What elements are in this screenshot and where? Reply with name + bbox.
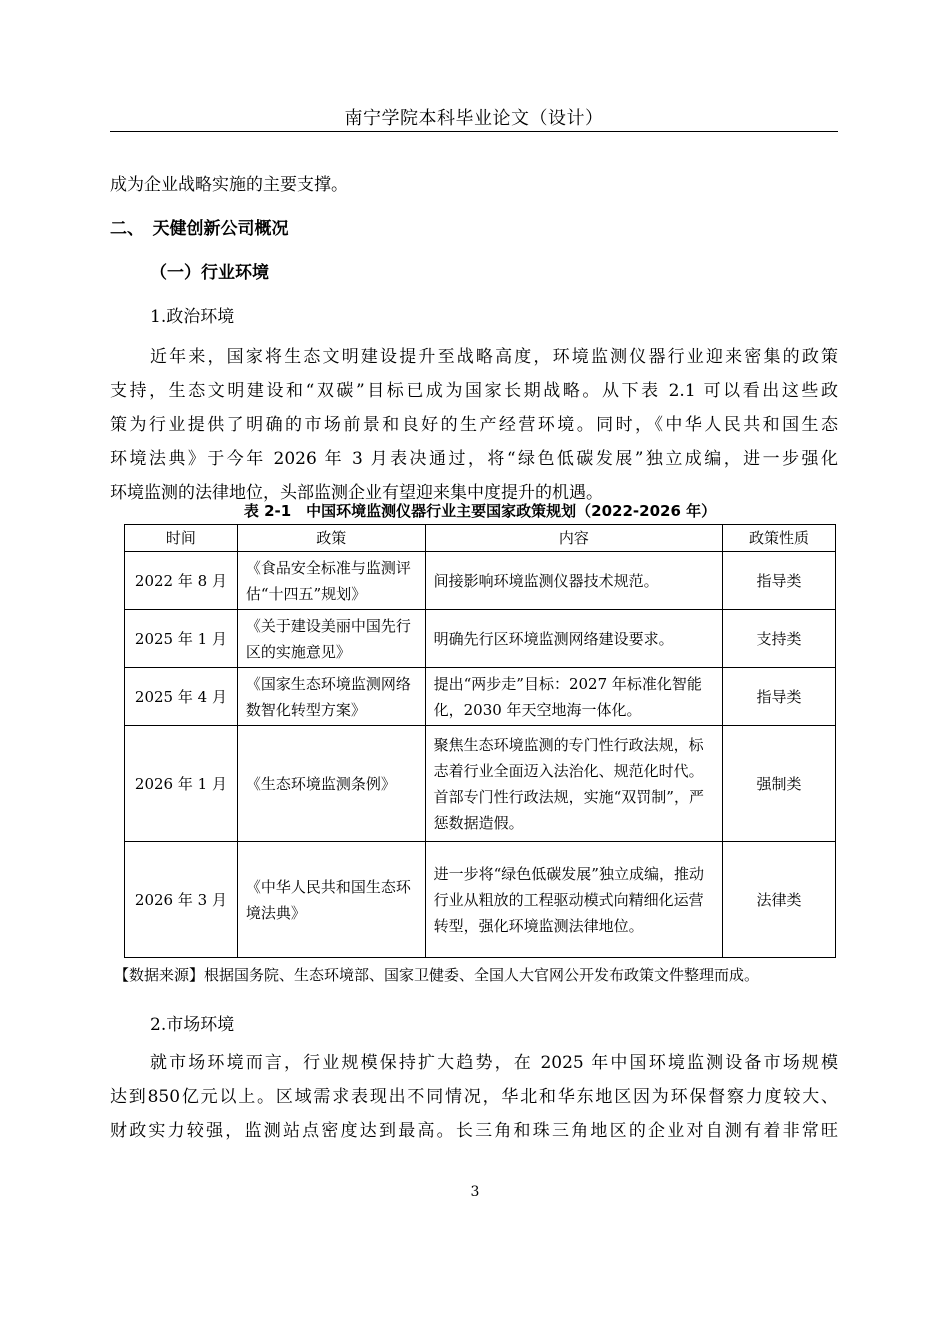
cell-policy: 《食品安全标准与监测评估“十四五”规划》: [237, 552, 425, 610]
cell-time: 2026 年 3 月: [125, 842, 238, 958]
cell-time: 2025 年 1 月: [125, 610, 238, 668]
cell-nature: 指导类: [723, 668, 836, 726]
paragraph-market: [110, 1046, 838, 1148]
header-policy: 政策: [237, 525, 425, 552]
paragraph-line: 环境监测的法律地位，头部监测企业有望迎来集中度提升的机遇。: [110, 483, 603, 503]
cell-nature: 强制类: [723, 726, 836, 842]
cell-time: 2025 年 4 月: [125, 668, 238, 726]
policy-table: [124, 524, 836, 958]
header-rule: [110, 131, 838, 132]
sub-heading-market: 2.市场环境: [150, 1015, 235, 1035]
table-source-note: 【数据来源】根据国务院、生态环境部、国家卫健委、全国人大官网公开发布政策文件整理而成。: [114, 966, 760, 984]
paragraph-line: 近年来，国家将生态文明建设提升至战略高度，环境监测仪器行业迎来密集的政策: [150, 347, 838, 367]
cell-content: 聚焦生态环境监测的专门性行政法规，标志着行业全面迈入法治化、规范化时代。首部专门性行政法规，实施“双罚制”，严惩数据造假。: [425, 726, 723, 842]
cell-policy: 《生态环境监测条例》: [237, 726, 425, 842]
table-row: [125, 668, 836, 726]
cell-content: 明确先行区环境监测网络建设要求。: [425, 610, 723, 668]
cell-time: 2026 年 1 月: [125, 726, 238, 842]
paragraph-line: 支持，生态文明建设和“双碳”目标已成为国家长期战略。从下表 2.1 可以看出这些政: [110, 381, 838, 401]
cell-content: 提出“两步走”目标：2027 年标准化智能化，2030 年天空地海一体化。: [425, 668, 723, 726]
table-row: [125, 610, 836, 668]
page-header: 南宁学院本科毕业论文（设计）: [344, 108, 604, 129]
cell-policy: 《关于建设美丽中国先行区的实施意见》: [237, 610, 425, 668]
table-row: [125, 726, 836, 842]
section-heading: 二、 天健创新公司概况: [110, 219, 289, 239]
continuation-text: 成为企业战略实施的主要支撑。: [110, 175, 348, 195]
cell-nature: 指导类: [723, 552, 836, 610]
cell-policy: 《中华人民共和国生态环境法典》: [237, 842, 425, 958]
page-number: 3: [470, 1184, 480, 1200]
cell-nature: 支持类: [723, 610, 836, 668]
cell-nature: 法律类: [723, 842, 836, 958]
table-header-row: [125, 525, 836, 552]
header-nature: 政策性质: [723, 525, 836, 552]
table-caption: 表 2-1 中国环境监测仪器行业主要国家政策规划（2022-2026 年）: [243, 502, 717, 520]
paragraph-line: 就市场环境而言，行业规模保持扩大趋势，在 2025 年中国环境监测设备市场规模: [150, 1053, 838, 1073]
paragraph-politics: [110, 340, 838, 510]
table-row: [125, 842, 836, 958]
cell-content: 间接影响环境监测仪器技术规范。: [425, 552, 723, 610]
subsection-heading: （一）行业环境: [150, 263, 269, 283]
cell-content: 进一步将“绿色低碳发展”独立成编，推动行业从粗放的工程驱动模式向精细化运营转型，强化环境监测法律地位。: [425, 842, 723, 958]
cell-policy: 《国家生态环境监测网络数智化转型方案》: [237, 668, 425, 726]
paragraph-line: 策为行业提供了明确的市场前景和良好的生产经营环境。同时，《中华人民共和国生态: [110, 415, 838, 435]
paragraph-line: 达到850亿元以上。区域需求表现出不同情况，华北和华东地区因为环保督察力度较大、: [110, 1087, 838, 1107]
header-content: 内容: [425, 525, 723, 552]
table-row: [125, 552, 836, 610]
header-time: 时间: [125, 525, 238, 552]
cell-time: 2022 年 8 月: [125, 552, 238, 610]
paragraph-line: 环境法典》于今年 2026 年 3 月表决通过，将“绿色低碳发展”独立成编，进一步强化: [110, 449, 838, 469]
paragraph-line: 财政实力较强，监测站点密度达到最高。长三角和珠三角地区的企业对自测有着非常旺: [110, 1121, 838, 1141]
sub-heading-politics: 1.政治环境: [150, 307, 235, 327]
